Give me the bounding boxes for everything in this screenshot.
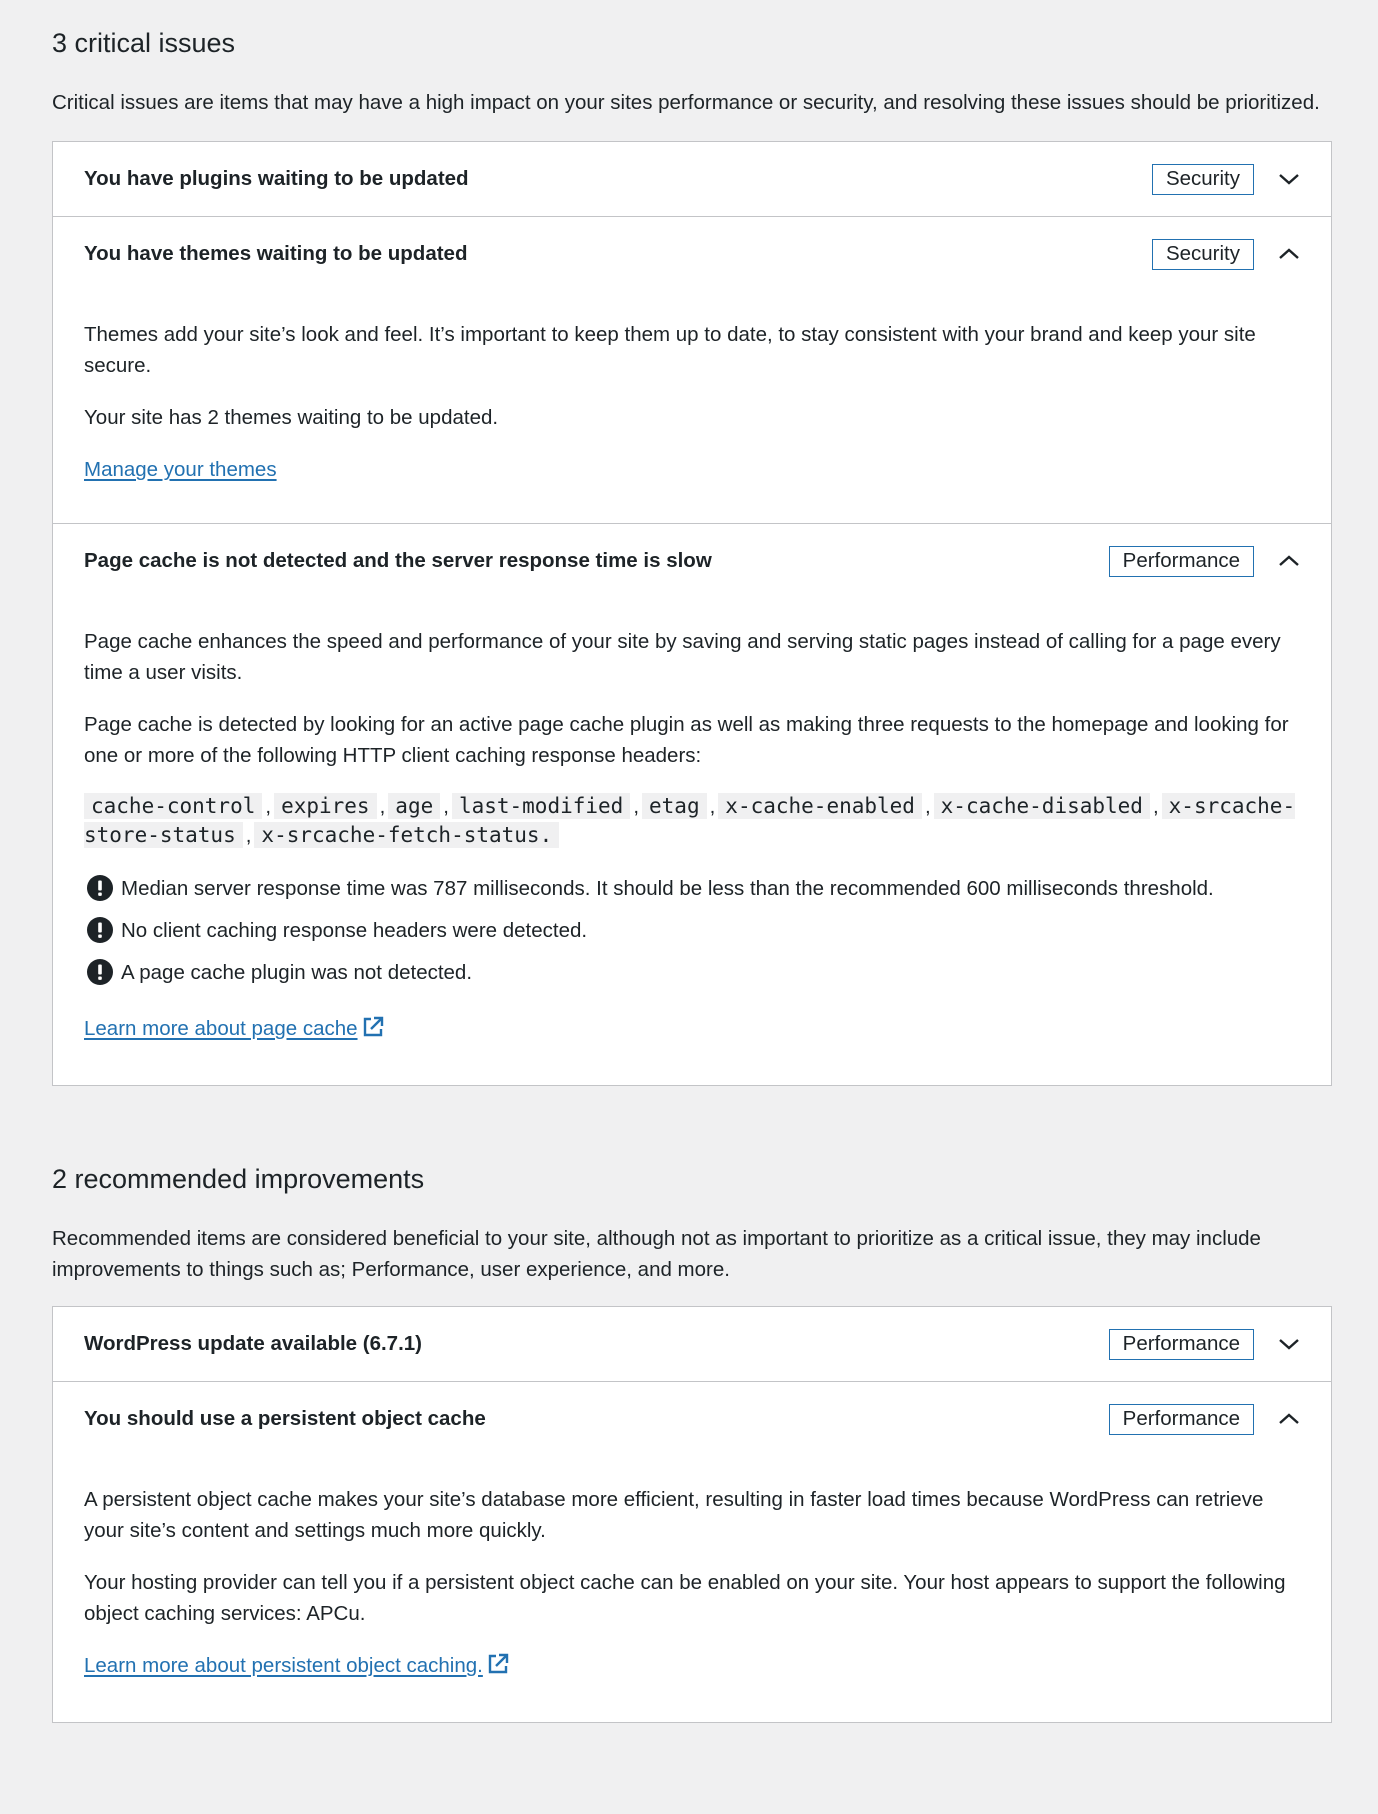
critical-issues-heading: 3 critical issues (52, 28, 236, 58)
status-item (84, 867, 1300, 909)
recommended-improvements-heading: 2 recommended improvements (52, 1164, 425, 1195)
status-item (84, 951, 1300, 993)
chevron-up-icon (1275, 547, 1303, 575)
header-code: x-cache-enabled (718, 793, 922, 819)
header-code: etag (642, 793, 707, 819)
issue-details (53, 598, 1331, 1085)
issue-title: WordPress update available (6.7.1) (84, 1331, 422, 1355)
status-text: Median server response time was 787 milliseconds. It should be less than the recommended 600 milliseconds threshold. (121, 876, 1214, 900)
status-text: No client caching response headers were detected. (121, 918, 588, 942)
recommended-improvements-accordion (52, 1306, 1332, 1723)
chevron-up-icon (1275, 240, 1303, 268)
issue-badge-security: Security (1152, 239, 1254, 270)
status-text: A page cache plugin was not detected. (121, 960, 473, 984)
issue-title: You have themes waiting to be updated (84, 241, 468, 265)
issue-title: Page cache is not detected and the server response time is slow (84, 548, 712, 572)
issue-status-text: Your site has 2 themes waiting to be updated. (84, 406, 499, 430)
external-link-icon (362, 1016, 384, 1047)
critical-issues-description: Critical issues are items that may have a high impact on your sites performance or security, and resolving these issues should be prioritized. (52, 91, 1320, 115)
header-code: x-cache-disabled (934, 793, 1150, 819)
header-separator: , (379, 795, 386, 819)
cache-status-list (84, 867, 1300, 993)
issue-title: You have plugins waiting to be updated (84, 166, 469, 190)
recommended-improvements-description: Recommended items are considered beneficial to your site, although not as important to prioritize as a critical issue, they may include improvements to things such as; Performance, user experience, and more. (52, 1227, 1261, 1282)
issue-action (84, 1650, 1300, 1684)
header-separator: , (709, 795, 716, 819)
header-separator: , (245, 824, 252, 848)
header-separator: , (1152, 795, 1159, 819)
exclamation-icon (87, 959, 113, 985)
issue-description: A persistent object cache makes your site’s database more efficient, resulting in faster load times because WordPress can retrieve your site’s content and settings much more quickly. (84, 1488, 1264, 1543)
link-text: Learn more about page cache (84, 1017, 358, 1041)
issue-wordpress-update (53, 1307, 1331, 1381)
header-code: x-srcache-fetch-status. (254, 822, 559, 848)
issue-action (84, 1013, 1300, 1047)
issue-toggle-button[interactable] (53, 142, 1331, 216)
issue-details (53, 291, 1331, 523)
issue-detection-text: Page cache is detected by looking for an active page cache plugin as well as making three requests to the homepage and looking for one or more of the following HTTP client caching response headers: (84, 713, 1289, 768)
issue-toggle-button[interactable] (53, 1382, 1331, 1456)
chevron-down-icon (1275, 165, 1303, 193)
issue-description: Page cache enhances the speed and performance of your site by saving and serving static pages instead of calling for a page every time a user visits. (84, 630, 1281, 685)
issue-details (53, 1456, 1331, 1722)
issue-badge-performance: Performance (1109, 1404, 1254, 1435)
learn-more-object-cache-link[interactable] (84, 1654, 509, 1677)
header-code: last-modified (452, 793, 630, 819)
critical-issues-accordion (52, 141, 1332, 1086)
learn-more-page-cache-link[interactable] (84, 1017, 384, 1040)
issue-persistent-object-cache (53, 1381, 1331, 1722)
header-separator: , (265, 795, 272, 819)
issue-page-cache (53, 523, 1331, 1085)
chevron-down-icon (1275, 1330, 1303, 1358)
header-code: age (388, 793, 440, 819)
header-separator: , (443, 795, 449, 819)
header-code: cache-control (84, 793, 262, 819)
issue-badge-performance: Performance (1109, 546, 1254, 577)
manage-themes-link[interactable]: Manage your themes (84, 458, 277, 482)
section-spacer (52, 1086, 1332, 1162)
issue-toggle-button[interactable] (53, 1307, 1331, 1381)
issue-title: You should use a persistent object cache (84, 1406, 486, 1430)
cache-headers-list (84, 792, 1300, 850)
exclamation-icon (87, 917, 113, 943)
exclamation-icon (87, 875, 113, 901)
header-separator: , (924, 795, 931, 819)
external-link-icon (487, 1653, 509, 1684)
header-separator: , (633, 795, 640, 819)
issue-badge-security: Security (1152, 164, 1254, 195)
issue-badge-performance: Performance (1109, 1329, 1254, 1360)
status-item (84, 909, 1300, 951)
header-code: expires (274, 793, 377, 819)
issue-description: Themes add your site’s look and feel. It’s important to keep them up to date, to stay consistent with your brand and keep your site secure. (84, 323, 1256, 378)
issue-plugins-update (53, 142, 1331, 216)
header-code: x-srcache-store-status (84, 794, 1296, 848)
issue-toggle-button[interactable] (53, 524, 1331, 598)
issue-host-text: Your hosting provider can tell you if a persistent object cache can be enabled on your site. Your host appears to support the following object caching services: APCu. (84, 1571, 1286, 1626)
issue-toggle-button[interactable] (53, 217, 1331, 291)
issue-action (84, 454, 1300, 485)
issue-themes-update (53, 216, 1331, 523)
chevron-up-icon (1275, 1405, 1303, 1433)
link-text: Learn more about persistent object caching. (84, 1654, 483, 1678)
